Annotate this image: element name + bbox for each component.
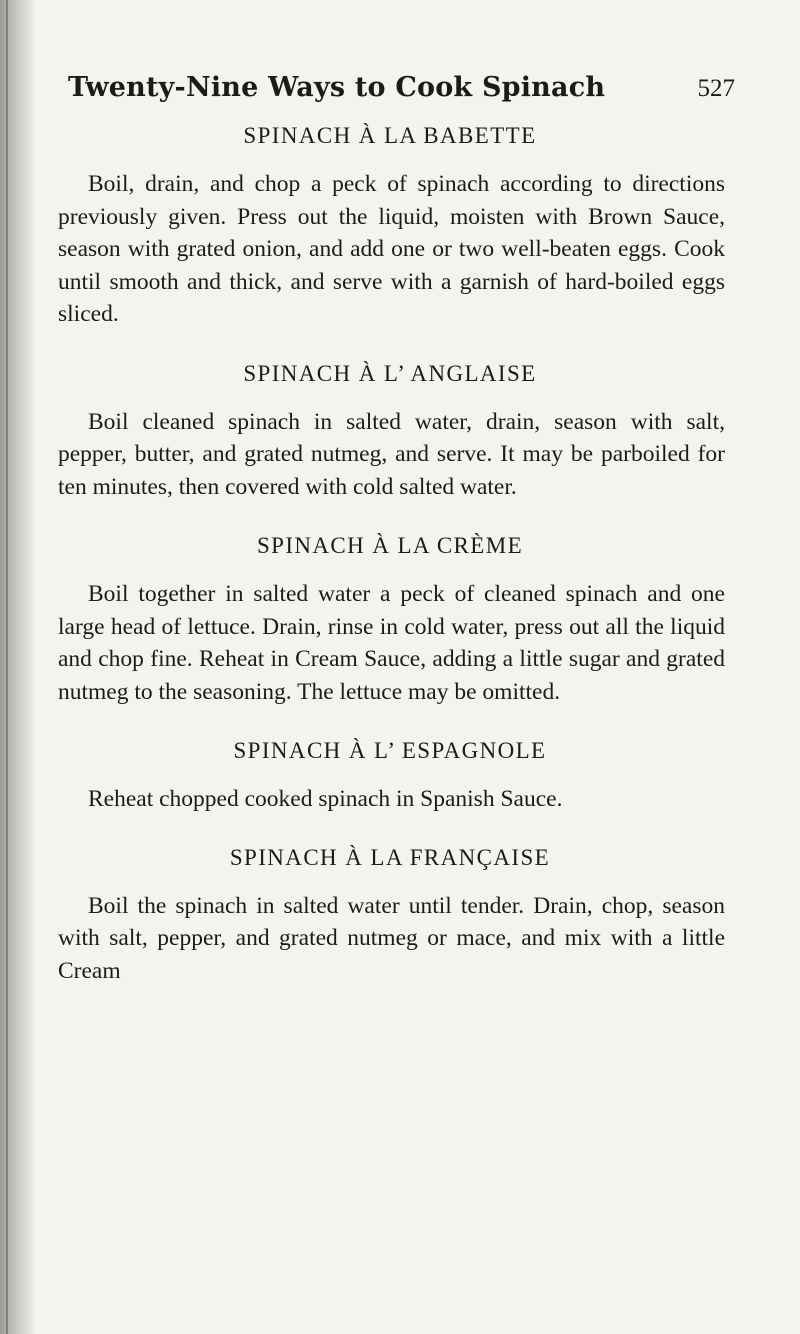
- recipe-body: Boil together in salted water a peck of cleaned spinach and one large head of lettuce. Drain, rinse in cold water, press out all the liquid and chop fine. Reheat in Cream Sauce, adding a little sugar and grated nutmeg to the seasoning. The lettuce may be omitted.: [58, 581, 725, 705]
- recipe-title: SPINACH À L’ ESPAGNOLE: [233, 738, 547, 763]
- recipe-title: SPINACH À LA BABETTE: [243, 123, 537, 148]
- recipe-body: Boil cleaned spinach in salted water, drain, season with salt, pepper, butter, and grated nutmeg, and serve. It may be parboiled for ten minutes, then covered with cold salted water.: [58, 408, 725, 500]
- recipe-section: [55, 121, 725, 331]
- book-page: [55, 70, 735, 987]
- recipe-body: Reheat chopped cooked spinach in Spanish Sauce.: [88, 786, 563, 812]
- recipe-section: [55, 736, 725, 816]
- recipe-title: SPINACH À LA CRÈME: [256, 533, 524, 558]
- binding-edge-line: [6, 0, 8, 1334]
- recipe-body: Boil the spinach in salted water until tender. Drain, chop, season with salt, pepper, and grated nutmeg or mace, and mix with a little Cream: [58, 892, 725, 984]
- recipe-section: [55, 531, 725, 708]
- recipe-section: [55, 843, 725, 988]
- book-binding-shadow: [0, 0, 34, 1334]
- recipe-title: SPINACH À LA FRANÇAISE: [229, 844, 551, 870]
- running-head-title: Twenty-Nine Ways to Cook Spinach: [68, 72, 606, 103]
- recipe-section: [55, 359, 725, 504]
- recipe-body: Boil, drain, and chop a peck of spinach according to directions previously given. Press out the liquid, moisten with Brown Sauce, season with grated onion, and add one or two well-beaten eggs. Cook until smooth and thick, and serve with a garnish of hard-boiled eggs sliced.: [58, 171, 725, 327]
- page-number: 527: [697, 75, 735, 102]
- recipe-title: SPINACH À L’ ANGLAISE: [243, 360, 537, 386]
- running-head: [68, 70, 735, 106]
